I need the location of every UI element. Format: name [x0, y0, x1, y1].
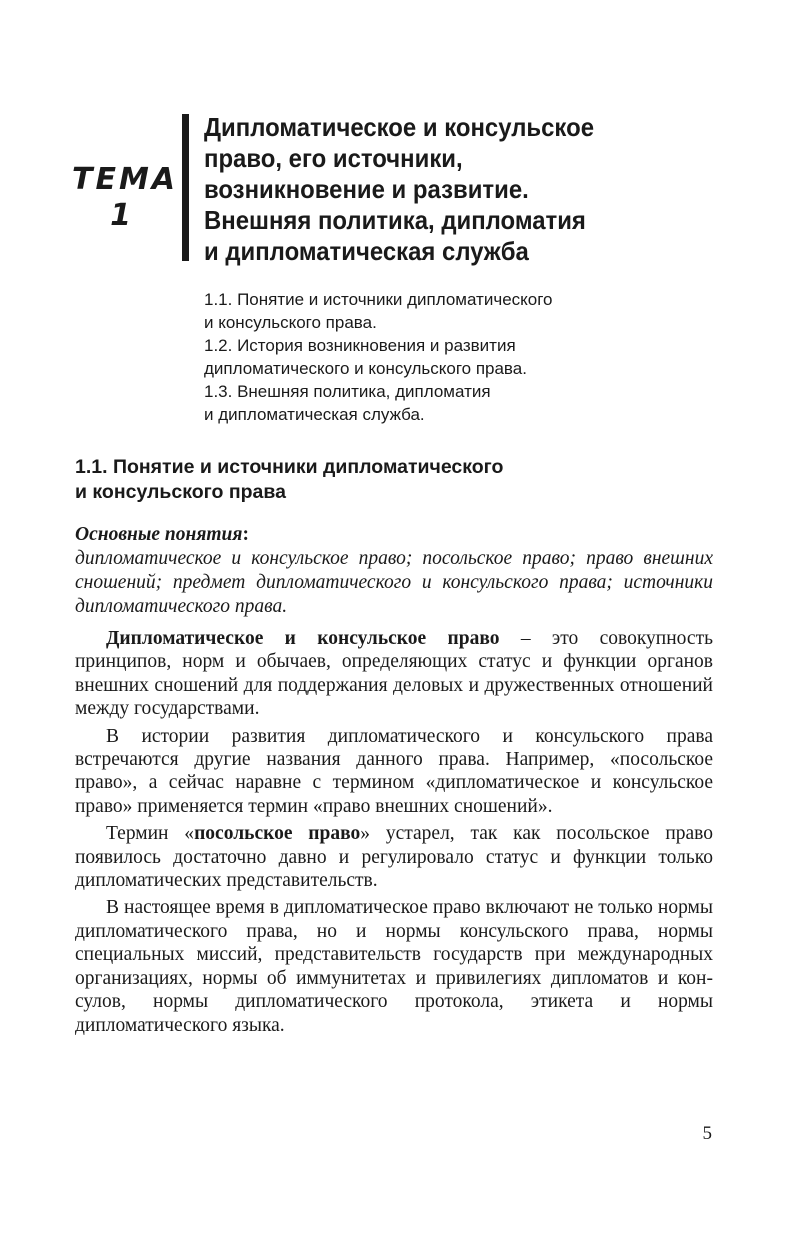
title-line: Дипломатическое и консульское: [204, 112, 595, 142]
title-line: возникновение и развитие.: [204, 174, 529, 204]
paragraph-text: – это совокупность принципов, норм и обычаев, определяющих статус и функции органов внешних сношений для поддержания деловых и дружественных отношений между государствами.: [75, 628, 713, 720]
title-divider-bar: [182, 114, 189, 261]
basic-concepts-text: дипломатическое и консульское право; посольское право; право внешних сношений; предмет дипломатического и консульского права; источники дипломатического права.: [75, 548, 713, 617]
title-line: и дипломатическая служба: [204, 236, 529, 266]
term-bold: Дипломатическое и консульское право: [106, 628, 500, 649]
paragraph: [75, 822, 713, 892]
toc-line: дипломатического и консульского права.: [204, 359, 527, 378]
basic-concepts-label-row: [75, 523, 713, 547]
table-of-contents: [204, 288, 724, 426]
chapter-label: [72, 162, 179, 234]
chapter-title: [204, 112, 682, 267]
chapter-word: ТЕМА: [72, 162, 179, 197]
title-line: право, его источники,: [204, 143, 463, 173]
section-heading: [75, 455, 715, 505]
paragraph: В настоящее время в дипломатическое право включают не только нормы дипломатического права, но и нормы консульского права, нормы специальных миссий, представительств государств при международных организациях, нормы об иммунитетах и привилегиях дипломатов и консулов, нормы дипломатического протокола, этикета и нормы дипломатического языка.: [75, 897, 713, 1036]
paragraph-text: Термин «: [106, 823, 195, 845]
section-heading-line: 1.1. Понятие и источники дипломатического: [75, 456, 504, 478]
toc-line: 1.1. Понятие и источники дипломатического: [204, 290, 553, 309]
toc-line: 1.2. История возникновения и развития: [204, 336, 516, 355]
paragraph: [75, 627, 713, 721]
basic-concepts-colon: :: [242, 524, 249, 545]
toc-line: 1.3. Внешняя политика, дипломатия: [204, 382, 491, 401]
basic-concepts-label: Основные понятия: [75, 524, 243, 545]
chapter-number: 1: [110, 198, 134, 233]
toc-line: и консульского права.: [204, 313, 377, 332]
section-heading-line: и консульского права: [75, 481, 286, 503]
paragraph-text: » устарел, так как посольское право появилось достаточно давно и регулировало статус и функции только дипломатических представительств.: [75, 823, 713, 892]
basic-concepts: [75, 523, 713, 619]
title-line: Внешняя политика, дипломатия: [204, 205, 586, 235]
toc-line: и дипломатическая служба.: [204, 405, 425, 424]
body-text: [75, 627, 713, 1041]
paragraph: В истории развития дипломатического и консульского права встречаются другие названия данного права. Например, «посольское право», а сейчас наравне с термином «дипломатическое и консульское право» применяется термин «право внешних сношений».: [75, 725, 713, 817]
page-number: 5: [702, 1123, 712, 1144]
term-bold: посольское право: [194, 823, 361, 845]
